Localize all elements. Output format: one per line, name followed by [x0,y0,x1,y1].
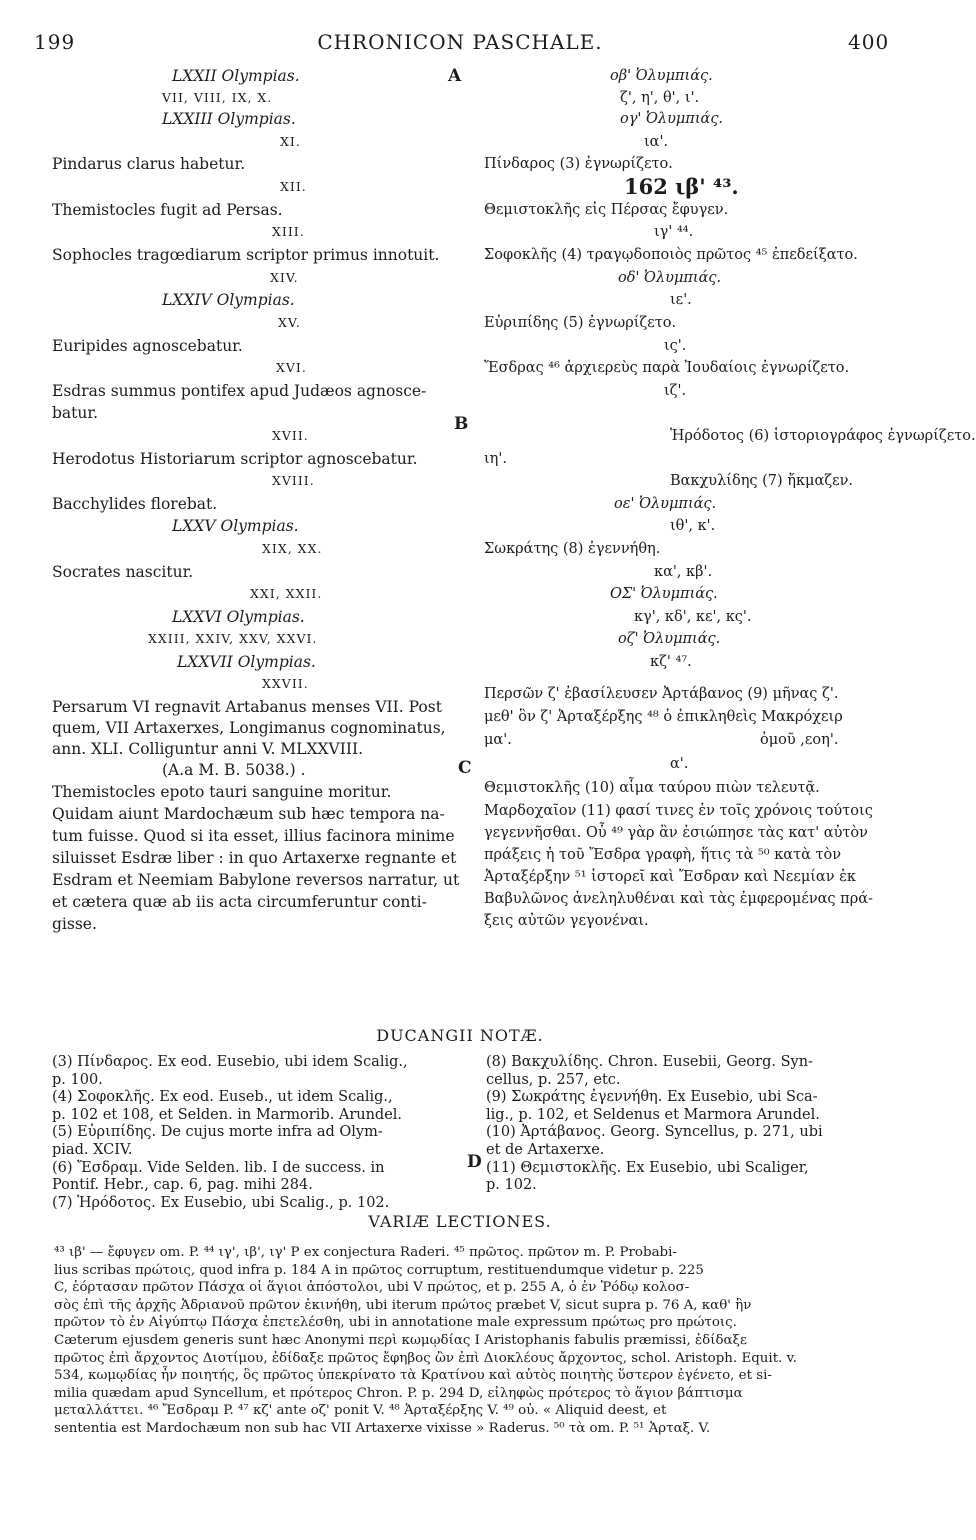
greek-text-line: 162 ιβ' ⁴³. [624,174,739,199]
greek-text-line: Ἀρταξέρξην ⁵¹ ἱστορεῖ καὶ Ἔσδραν καὶ Νεεμίαν ἐκ [484,869,856,885]
latin-text-line: Themistocles fugit ad Persas. [52,201,283,219]
greek-text-line: Εὐριπίδης (5) ἐγνωρίζετο. [484,315,677,331]
greek-text-line: ξεις αὐτῶν γεγονέναι. [484,913,649,929]
latin-text-line: Euripides agnoscebatur. [52,337,243,355]
latin-text-line: XII. [280,179,307,194]
latin-text-line: XV. [278,315,301,330]
margin-letter-b: B [454,414,469,434]
greek-text-line: μα'. [484,732,512,748]
note-line: (9) Σωκράτης ἐγεννήθη. Ex Eusebio, ubi Sca- [486,1089,818,1106]
note-line: (4) Σοφοκλῆς. Ex eod. Euseb., ut idem Scalig., [52,1089,393,1106]
variae-lectiones [54,1244,900,1438]
greek-text-line: κα', κβ'. [654,564,713,580]
note-line: p. 102. [486,1177,537,1194]
greek-text-line: οβ' Ὀλυμπιάς. [610,68,713,84]
variant-reading-line: 534, κωμῳδίας ἦν ποιητής, ὃς πρῶτος ὑπεκρίνατο τὰ Κρατίνου καὶ αὐτὸς ποιητὴς ὕστερον ἐγένετο, et si- [54,1368,772,1384]
variant-reading-line: πρῶτον τὸ ἐν Αἰγύπτῳ Πάσχα ἐπετελέσθη, ubi in annotatione male expressum πρώτως pro πρώτοις. [54,1315,737,1331]
greek-text-line: ια'. [644,134,669,150]
latin-text-line: XVIII. [272,473,315,488]
latin-text-line: XIX, XX. [262,541,323,556]
greek-text-line: Θεμιστοκλῆς (10) αἷμα ταύρου πιὼν τελευτᾷ. [484,780,820,796]
latin-text-line: batur. [52,404,99,422]
margin-letter-a: A [448,66,462,86]
note-line: (5) Εὐριπίδης. De cujus morte infra ad Olym- [52,1124,383,1141]
latin-text-line: Sophocles tragœdiarum scriptor primus innotuit. [52,246,440,264]
latin-text-line: Quidam aiunt Mardochæum sub hæc tempora na- [52,805,445,823]
latin-text-line: ann. XLI. Colliguntur anni V. MLXXVIII. [52,740,364,758]
note-line: (6) Ἔσδραμ. Vide Selden. lib. I de success. in [52,1159,385,1176]
latin-text-line: XI. [280,134,301,149]
note-line: (11) Θεμιστοκλῆς. Ex Eusebio, ubi Scaliger, [486,1159,809,1176]
variant-reading-line: Cæterum ejusdem generis sunt hæc Anonymi περὶ κωμῳδίας I Aristophanis fabulis præmissi, ἐδίδαξε [54,1332,747,1348]
latin-text-line: Persarum VI regnavit Artabanus menses VII. Post [52,698,442,716]
greek-text-line: Μαρδοχαῖον (11) φασί τινες ἐν τοῖς χρόνοις τούτοις [484,803,873,819]
latin-text-line: Esdram et Neemiam Babylone reversos narratur, ut [52,871,460,889]
note-line: piad. XCIV. [52,1142,133,1158]
greek-text-line: μεθ' ὃν ζ' Ἀρταξέρξης ⁴⁸ ὁ ἐπικληθεὶς Μακρόχειρ [484,709,843,725]
latin-text-line: LXXII Olympias. [172,67,300,85]
page-number-left: 199 [34,30,76,54]
greek-text-line: ογ' Ὀλυμπιάς. [620,111,724,127]
latin-text-line: XXI, XXII. [250,586,323,601]
latin-text-line: Herodotus Historiarum scriptor agnoscebatur. [52,450,418,468]
latin-text-line: XIII. [272,224,305,239]
greek-text-line: Θεμιστοκλῆς εἰς Πέρσας ἔφυγεν. [484,202,729,218]
variant-reading-line: sententia est Mardochæum non sub hac VII Artaxerxe vixisse » Raderus. ⁵⁰ τὰ om. P. ⁵¹ Ἀρταξ. V. [54,1420,711,1436]
variant-reading-line: πρῶτος ἐπὶ ἄρχοντος Διοτίμου, ἐδίδαξε πρῶτος ἔφηβος ὢν ἐπὶ Διοκλέους ἄρχοντος, schol. Aristoph. Equit. v. [54,1350,797,1366]
note-line: (3) Πίνδαρος. Ex eod. Eusebio, ubi idem Scalig., [52,1054,408,1070]
greek-text-line: ιγ' ⁴⁴. [654,224,694,240]
latin-text-line: Themistocles epoto tauri sanguine moritur. [52,783,392,801]
latin-text-line: tum fuisse. Quod si ita esset, illius facinora minime [52,827,455,845]
note-line: Pontif. Hebr., cap. 6, pag. mihi 284. [52,1177,313,1194]
latin-text-line: quem, VII Artaxerxes, Longimanus cognominatus, [52,719,446,737]
note-line: (8) Βακχυλίδης. Chron. Eusebii, Georg. Syn- [486,1054,813,1070]
greek-text-line: ιθ', κ'. [670,518,716,534]
latin-text-line: (A.a M. B. 5038.) . [162,761,306,779]
latin-text-line: Esdras summus pontifex apud Judæos agnosce- [52,382,427,400]
variant-reading-line: milia quædam apud Syncellum, et πρότερος Chron. P. p. 294 D, εἰληφὼς πρότερος τὸ ἅγιον βάπτισμα [54,1385,743,1401]
variant-reading-line: C, ἑόρτασαν πρῶτον Πάσχα οἱ ἅγιοι ἀπόστολοι, ubi V πρώτος, et p. 255 A, ὁ ἐν Ῥόδῳ κολοσ- [54,1280,690,1296]
greek-text-line: ὁμοῦ ,εοη'. [760,732,839,748]
variant-reading-line: μεταλλάττει. ⁴⁶ Ἔσδραμ P. ⁴⁷ κζ' ante οζ' ponit V. ⁴⁸ Ἀρταξέρξης V. ⁴⁹ οὐ. « Aliquid deest, et [54,1403,667,1419]
greek-text-line: Ἡρόδοτος (6) ἱστοριογράφος ἐγνωρίζετο. [670,428,976,444]
note-line: lig., p. 102, et Seldenus et Marmora Arundel. [486,1106,820,1123]
variae-heading: VARIÆ LECTIONES. [368,1212,552,1231]
latin-text-line: LXXIV Olympias. [162,291,295,309]
greek-text-line: Περσῶν ζ' ἐβασίλευσεν Ἀρτάβανος (9) μῆνας ζ'. [484,686,839,702]
greek-text-line: Πίνδαρος (3) ἐγνωρίζετο. [484,156,673,172]
latin-text-line: Pindarus clarus habetur. [52,155,246,173]
latin-text-line: Socrates nascitur. [52,563,194,581]
latin-text-line: XVI. [276,360,307,375]
greek-text-line: οε' Ὀλυμπιάς. [614,496,717,512]
running-title: CHRONICON PASCHALE. [317,30,603,54]
latin-text-line: LXXV Olympias. [172,517,299,535]
note-line: et de Artaxerxe. [486,1142,605,1158]
latin-text-line: XXVII. [262,676,309,691]
greek-text-line: α'. [670,756,689,772]
note-line: (7) Ἡρόδοτος. Ex Eusebio, ubi Scalig., p. 102. [52,1194,390,1211]
greek-text-line: οδ' Ὀλυμπιάς. [618,270,722,286]
greek-text-line: ΟΣ' Ὀλυμπιάς. [610,586,718,602]
variant-reading-line: ⁴³ ιβ' — ἔφυγεν om. P. ⁴⁴ ιγ', ιβ', ιγ' P ex conjectura Raderi. ⁴⁵ πρῶτος. πρῶτον m. P. Probabi- [54,1245,677,1260]
latin-text-line: XIV. [270,270,299,285]
greek-text-line: κγ', κδ', κε', κς'. [634,609,752,625]
greek-text-line: Ἔσδρας ⁴⁶ ἀρχιερεὺς παρὰ Ἰουδαίοις ἐγνωρίζετο. [484,360,850,376]
note-line: p. 102 et 108, et Selden. in Marmorib. Arundel. [52,1106,403,1123]
latin-text-line: LXXVI Olympias. [172,608,305,626]
latin-text-line: LXXVII Olympias. [177,653,316,671]
greek-text-line: Σοφοκλῆς (4) τραγῳδοποιὸς πρῶτος ⁴⁵ ἐπεδείξατο. [484,247,858,263]
note-line: (10) Ἀρτάβανος. Georg. Syncellus, p. 271, ubi [486,1124,823,1141]
latin-text-line: Bacchylides florebat. [52,495,218,513]
variant-reading-line: lius scribas πρώτοις, quod infra p. 184 A in πρῶτος corruptum, restituendumque videtur p. 225 [54,1262,704,1278]
note-line: p. 100. [52,1071,103,1088]
latin-text-line: VII, VIII, IX, X. [162,90,273,105]
latin-text-line: LXXIII Olympias. [162,110,296,128]
greek-text-line: Σωκράτης (8) ἐγεννήθη. [484,541,661,557]
greek-text-line: Βαβυλῶνος ἀνεληλυθέναι καὶ τὰς ἐμφερομένας πρά- [484,891,873,907]
latin-text-line: XVII. [272,428,309,443]
latin-text-line: gisse. [52,915,97,933]
note-line: cellus, p. 257, etc. [486,1071,621,1088]
greek-text-line: ζ', η', θ', ι'. [620,90,700,106]
greek-text-line: γεγεννῆσθαι. Οὗ ⁴⁹ γὰρ ἂν ἐσιώπησε τὰς κατ' αὐτὸν [484,825,868,841]
notes-heading: DUCANGII NOTÆ. [376,1026,544,1045]
page-number-right: 400 [848,30,890,54]
greek-text-line: κζ' ⁴⁷. [650,654,692,670]
greek-text-line: Βακχυλίδης (7) ἤκμαζεν. [670,473,854,489]
greek-text-line: ιη'. [484,451,507,467]
greek-text-line: οζ' Ὀλυμπιάς. [618,631,721,647]
greek-text-line: ιε'. [670,292,692,308]
variant-reading-line: σὸς ἐπὶ τῆς ἀρχῆς Ἀδριανοῦ πρῶτον ἐκινήθη, ubi iterum πρώτος præbet V, sicut supra p. 76 A, καθ' ἣν [54,1297,752,1313]
latin-text-line: et cætera quæ ab iis acta circumferuntur conti- [52,893,427,911]
greek-text-line: ις'. [664,338,687,354]
greek-text-line: πράξεις ἡ τοῦ Ἔσδρα γραφὴ, ἥτις τὰ ⁵⁰ κατὰ τὸν [484,847,842,863]
latin-text-line: siluisset Esdræ liber : in quo Artaxerxe regnante et [52,849,457,867]
margin-letter-d: D [467,1152,482,1172]
greek-text-line: ιζ'. [664,383,687,399]
margin-letter-c: C [458,758,472,778]
latin-text-line: XXIII, XXIV, XXV, XXVI. [148,631,318,646]
